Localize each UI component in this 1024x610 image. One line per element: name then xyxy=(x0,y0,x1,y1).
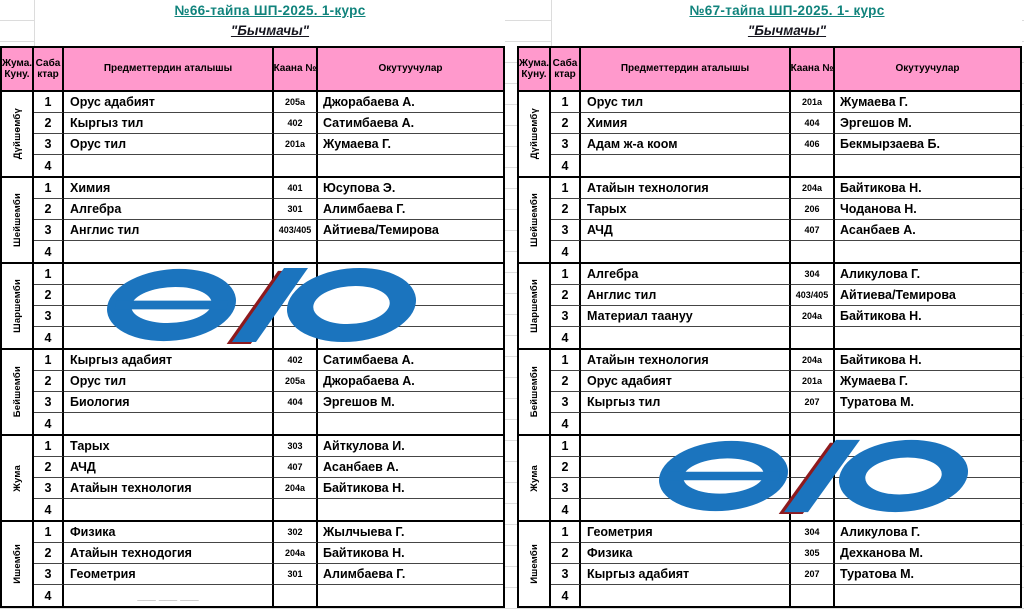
room-cell: 302 xyxy=(274,522,318,543)
lesson-number: 2 xyxy=(551,457,581,478)
lesson-number: 1 xyxy=(34,264,64,285)
subject-cell xyxy=(64,413,274,434)
table-title-text: №67-тайпа ШП-2025. 1- курс xyxy=(689,3,885,18)
teacher-cell xyxy=(318,499,503,520)
subject-cell: Англис тил xyxy=(581,285,791,306)
watermark-logo-svg xyxy=(88,266,420,344)
room-cell: 201а xyxy=(791,371,835,392)
day-label xyxy=(519,436,551,520)
lesson-number: 4 xyxy=(34,585,64,606)
room-cell: 204а xyxy=(791,178,835,199)
subject-cell xyxy=(64,155,274,176)
lesson-number: 4 xyxy=(551,413,581,434)
day-label-text: Дүйшөмбү xyxy=(11,108,23,160)
lesson-number: 2 xyxy=(551,113,581,134)
room-cell xyxy=(791,155,835,176)
lesson-number: 3 xyxy=(551,306,581,327)
room-cell: 403/405 xyxy=(274,220,318,241)
lesson-number: 2 xyxy=(551,543,581,564)
day-label xyxy=(519,522,551,606)
lesson-number: 1 xyxy=(34,92,64,113)
header-subject: Предметтердин аталышы xyxy=(581,48,791,90)
table-body xyxy=(519,92,1020,606)
lesson-number: 3 xyxy=(34,134,64,155)
day-block xyxy=(519,350,1020,436)
room-cell: 204а xyxy=(791,306,835,327)
teacher-cell: Дехканова М. xyxy=(835,543,1020,564)
room-cell xyxy=(274,241,318,262)
teacher-cell: Асанбаев А. xyxy=(318,457,503,478)
day-label-text: Ишемби xyxy=(528,544,540,584)
room-cell xyxy=(791,241,835,262)
room-cell: 305 xyxy=(791,543,835,564)
day-block xyxy=(519,92,1020,178)
lesson-number: 4 xyxy=(34,241,64,262)
day-label xyxy=(2,522,34,606)
teacher-cell: Айткулова И. xyxy=(318,436,503,457)
subject-cell: Атайын технология xyxy=(581,178,791,199)
room-cell: 301 xyxy=(274,564,318,585)
header-room: Каана № xyxy=(791,48,835,90)
header-day: Жума. Куну. xyxy=(519,48,551,90)
room-cell xyxy=(274,499,318,520)
lesson-number: 1 xyxy=(551,522,581,543)
header-row xyxy=(519,48,1020,92)
subject-cell: Химия xyxy=(64,178,274,199)
room-cell: 406 xyxy=(791,134,835,155)
subject-cell: Орус тил xyxy=(64,371,274,392)
table-subtitle-text: "Бычмачы" xyxy=(747,23,827,38)
day-label xyxy=(2,92,34,176)
day-label-text: Жума xyxy=(11,464,23,492)
teacher-cell xyxy=(318,155,503,176)
room-cell xyxy=(274,585,318,606)
room-cell: 407 xyxy=(791,220,835,241)
room-cell: 301 xyxy=(274,199,318,220)
header-subject: Предметтердин аталышы xyxy=(64,48,274,90)
teacher-cell: Байтикова Н. xyxy=(835,350,1020,371)
room-cell: 205а xyxy=(274,92,318,113)
header-teacher: Окутуучулар xyxy=(318,48,503,90)
subject-cell: АЧД xyxy=(64,457,274,478)
lesson-number: 4 xyxy=(551,155,581,176)
teacher-cell: Аликулова Г. xyxy=(835,522,1020,543)
subject-cell: Орус тил xyxy=(64,134,274,155)
teacher-cell: Асанбаев А. xyxy=(835,220,1020,241)
day-block xyxy=(2,178,503,264)
day-label xyxy=(519,92,551,176)
room-cell: 403/405 xyxy=(791,285,835,306)
teacher-cell: Байтикова Н. xyxy=(835,178,1020,199)
lesson-number: 2 xyxy=(34,457,64,478)
lesson-number: 2 xyxy=(34,285,64,306)
teacher-cell xyxy=(835,413,1020,434)
subject-cell: Алгебра xyxy=(581,264,791,285)
subject-cell: Биология xyxy=(64,392,274,413)
lesson-number: 3 xyxy=(551,220,581,241)
teacher-cell: Сатимбаева А. xyxy=(318,350,503,371)
teacher-cell: Алимбаева Г. xyxy=(318,199,503,220)
day-label-text: Бейшемби xyxy=(11,366,23,418)
lesson-number: 1 xyxy=(34,522,64,543)
subject-cell xyxy=(581,413,791,434)
day-block xyxy=(519,264,1020,350)
lesson-number: 4 xyxy=(551,499,581,520)
teacher-cell: Айтиева/Темирова xyxy=(318,220,503,241)
teacher-cell: Юсупова Э. xyxy=(318,178,503,199)
subject-cell: Орус тил xyxy=(581,92,791,113)
table-body xyxy=(2,92,503,606)
subject-cell: Англис тил xyxy=(64,220,274,241)
day-label-text: Ишемби xyxy=(11,544,23,584)
lesson-number: 2 xyxy=(34,543,64,564)
room-cell: 404 xyxy=(274,392,318,413)
lesson-number: 3 xyxy=(551,392,581,413)
day-label xyxy=(519,178,551,262)
subject-cell xyxy=(581,327,791,348)
lesson-number: 2 xyxy=(34,113,64,134)
subject-cell xyxy=(581,241,791,262)
room-cell xyxy=(791,413,835,434)
room-cell xyxy=(791,585,835,606)
lesson-number: 1 xyxy=(551,436,581,457)
teacher-cell: Байтикова Н. xyxy=(835,306,1020,327)
subject-cell: Кыргыз тил xyxy=(64,113,274,134)
day-label-text: Бейшемби xyxy=(528,366,540,418)
day-label xyxy=(2,178,34,262)
teacher-cell xyxy=(318,413,503,434)
teacher-cell: Алимбаева Г. xyxy=(318,564,503,585)
room-cell: 402 xyxy=(274,350,318,371)
timetable xyxy=(517,46,1022,608)
room-cell xyxy=(791,327,835,348)
teacher-cell: Байтикова Н. xyxy=(318,543,503,564)
teacher-cell: Байтикова Н. xyxy=(318,478,503,499)
subject-cell: АЧД xyxy=(581,220,791,241)
lesson-number: 4 xyxy=(34,499,64,520)
subject-cell: Атайын технология xyxy=(64,478,274,499)
room-cell: 407 xyxy=(274,457,318,478)
teacher-cell xyxy=(835,155,1020,176)
subject-cell xyxy=(581,155,791,176)
teacher-cell: Жылчыева Г. xyxy=(318,522,503,543)
subject-cell: Геометрия xyxy=(64,564,274,585)
teacher-cell: Туратова М. xyxy=(835,564,1020,585)
lesson-number: 4 xyxy=(551,241,581,262)
lesson-number: 1 xyxy=(551,92,581,113)
lesson-number: 4 xyxy=(34,155,64,176)
room-cell: 201а xyxy=(274,134,318,155)
subject-cell: Атайын технодогия xyxy=(64,543,274,564)
header-row xyxy=(2,48,503,92)
subject-cell: Орус адабият xyxy=(581,371,791,392)
subject-cell: Кыргыз тил xyxy=(581,392,791,413)
room-cell: 206 xyxy=(791,199,835,220)
day-block xyxy=(519,178,1020,264)
subject-cell: ___ ___ ___ xyxy=(64,585,274,606)
room-cell: 204а xyxy=(274,478,318,499)
lesson-number: 2 xyxy=(34,371,64,392)
room-cell: 304 xyxy=(791,522,835,543)
day-label-text: Шейшемби xyxy=(11,193,23,247)
lesson-number: 4 xyxy=(551,585,581,606)
lesson-number: 3 xyxy=(551,564,581,585)
day-label-text: Шейшемби xyxy=(528,193,540,247)
lesson-number: 3 xyxy=(34,564,64,585)
lesson-number: 3 xyxy=(34,220,64,241)
day-label-text: Дүйшөмбү xyxy=(528,108,540,160)
subject-cell: Кыргыз адабият xyxy=(581,564,791,585)
day-label-text: Шаршемби xyxy=(528,279,540,333)
teacher-cell xyxy=(318,241,503,262)
room-cell: 207 xyxy=(791,392,835,413)
day-label xyxy=(2,436,34,520)
subject-cell: Атайын технология xyxy=(581,350,791,371)
table-subtitle xyxy=(552,22,1022,42)
lesson-number: 3 xyxy=(34,478,64,499)
watermark-logo-svg xyxy=(640,438,972,514)
day-block xyxy=(519,522,1020,606)
room-cell: 205а xyxy=(274,371,318,392)
table-title xyxy=(35,0,505,22)
header-lesson: Саба ктар xyxy=(551,48,581,90)
teacher-cell: Аликулова Г. xyxy=(835,264,1020,285)
room-cell: 201а xyxy=(791,92,835,113)
room-cell: 207 xyxy=(791,564,835,585)
room-cell: 401 xyxy=(274,178,318,199)
subject-cell: Алгебра xyxy=(64,199,274,220)
header-lesson: Саба ктар xyxy=(34,48,64,90)
watermark-logo xyxy=(88,266,420,349)
teacher-cell: Туратова М. xyxy=(835,392,1020,413)
lesson-number: 4 xyxy=(34,413,64,434)
subject-cell: Материал таануу xyxy=(581,306,791,327)
table-subtitle-text: "Бычмачы" xyxy=(230,23,310,38)
day-label xyxy=(519,264,551,348)
room-cell: 402 xyxy=(274,113,318,134)
day-block xyxy=(2,522,503,606)
teacher-cell: Сатимбаева А. xyxy=(318,113,503,134)
teacher-cell: Эргешов М. xyxy=(318,392,503,413)
subject-cell xyxy=(64,499,274,520)
subject-cell xyxy=(64,241,274,262)
lesson-number: 2 xyxy=(551,199,581,220)
room-cell xyxy=(274,413,318,434)
lesson-number: 4 xyxy=(34,327,64,348)
room-cell: 204а xyxy=(274,543,318,564)
day-block xyxy=(2,350,503,436)
lesson-number: 2 xyxy=(551,285,581,306)
lesson-number: 1 xyxy=(34,350,64,371)
room-cell xyxy=(274,155,318,176)
subject-cell: Адам ж-а коом xyxy=(581,134,791,155)
day-label xyxy=(2,264,34,348)
teacher-cell: Айтиева/Темирова xyxy=(835,285,1020,306)
subject-cell xyxy=(581,585,791,606)
lesson-number: 3 xyxy=(551,134,581,155)
lesson-number: 4 xyxy=(551,327,581,348)
table-subtitle xyxy=(35,22,505,42)
lesson-number: 1 xyxy=(34,436,64,457)
teacher-cell: Жумаева Г. xyxy=(835,371,1020,392)
day-label-text: Жума xyxy=(528,464,540,492)
teacher-cell xyxy=(835,585,1020,606)
lesson-number: 2 xyxy=(551,371,581,392)
watermark-logo xyxy=(640,438,972,519)
room-cell: 304 xyxy=(791,264,835,285)
subject-cell: Кыргыз адабият xyxy=(64,350,274,371)
day-label xyxy=(519,350,551,434)
lesson-number: 1 xyxy=(551,350,581,371)
lesson-number: 1 xyxy=(551,178,581,199)
subject-cell: Физика xyxy=(581,543,791,564)
day-label-text: Шаршемби xyxy=(11,279,23,333)
lesson-number: 3 xyxy=(34,392,64,413)
header-teacher: Окутуучулар xyxy=(835,48,1020,90)
teacher-cell: Джорабаева А. xyxy=(318,371,503,392)
teacher-cell: Бекмырзаева Б. xyxy=(835,134,1020,155)
day-block xyxy=(2,92,503,178)
teacher-cell: Чоданова Н. xyxy=(835,199,1020,220)
table-title-text: №66-тайпа ШП-2025. 1-курс xyxy=(174,3,366,18)
lesson-number: 1 xyxy=(34,178,64,199)
room-cell: 204а xyxy=(791,350,835,371)
teacher-cell: Жумаева Г. xyxy=(835,92,1020,113)
day-label xyxy=(2,350,34,434)
teacher-cell: Жумаева Г. xyxy=(318,134,503,155)
header-room: Каана № xyxy=(274,48,318,90)
subject-cell: Химия xyxy=(581,113,791,134)
room-cell: 303 xyxy=(274,436,318,457)
day-block xyxy=(2,436,503,522)
teacher-cell: Эргешов М. xyxy=(835,113,1020,134)
subject-cell: Геометрия xyxy=(581,522,791,543)
subject-cell: Тарых xyxy=(581,199,791,220)
lesson-number: 2 xyxy=(34,199,64,220)
teacher-cell xyxy=(318,585,503,606)
table-title xyxy=(552,0,1022,22)
room-cell: 404 xyxy=(791,113,835,134)
subject-cell: Орус адабият xyxy=(64,92,274,113)
header-day: Жума. Куну. xyxy=(2,48,34,90)
teacher-cell xyxy=(835,327,1020,348)
subject-cell: Физика xyxy=(64,522,274,543)
teacher-cell: Джорабаева А. xyxy=(318,92,503,113)
subject-cell: Тарых xyxy=(64,436,274,457)
lesson-number: 3 xyxy=(34,306,64,327)
lesson-number: 1 xyxy=(551,264,581,285)
lesson-number: 3 xyxy=(551,478,581,499)
teacher-cell xyxy=(835,241,1020,262)
